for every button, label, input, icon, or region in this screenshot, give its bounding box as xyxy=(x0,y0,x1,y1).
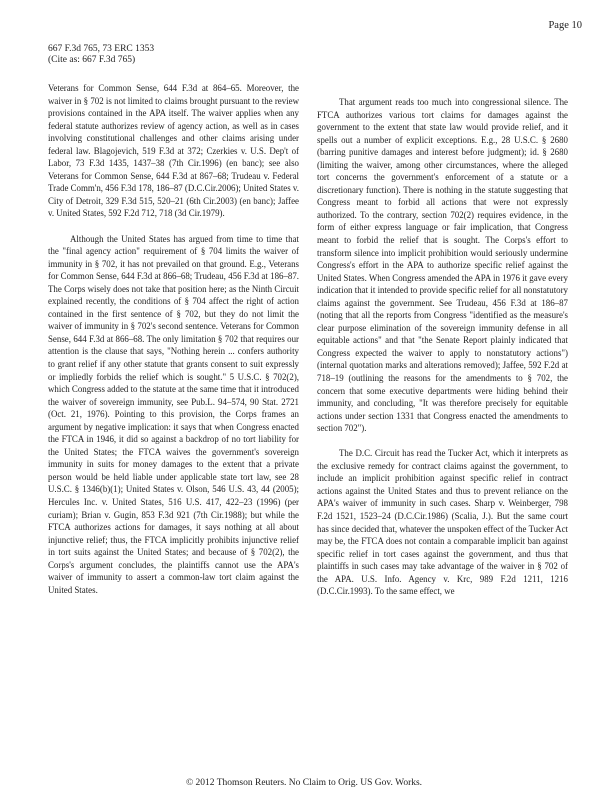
left-column xyxy=(48,82,299,609)
right-column xyxy=(317,96,568,610)
page-number: Page 10 xyxy=(548,20,582,31)
citation-header xyxy=(48,44,154,66)
left-paragraph-2: Although the United States has argued from time to time that the "final agency action" requirement of § 704 limits the waiver of immunity in § 702, it has not prevailed on that ground. E.g., Veterans for Common Sense, 644 F.3d at 866–68; Trudeau, 456 F.3d at 186–87. The Corps wisely does not take that position here; as the Ninth Circuit explained recently, the conditions of § 704 affect the right of action contained in the first sentence of § 702, but they do not limit the waiver of immunity in § 702's second sentence. Veterans for Common Sense, 644 F.3d at 866–68. The only limitation § 702 that requires our attention is the clause that says, "Nothing herein ... confers authority to grant relief if any other statute that grants consent to suit expressly or impliedly forbids the relief which is sought." 5 U.S.C. § 702(2), which Congress added to the statute at the same time that it introduced the waiver of sovereign immunity, see Pub.L. 94–574, 90 Stat. 2721 (Oct. 21, 1976). Pointing to this provision, the Corps frames an argument by negative implication: it says that when Congress enacted the FTCA in 1946, it did so against a backdrop of no tort liability for the United States; the FTCA waives the government's sovereign immunity in suits for money damages to the extent that a private person would be held liable under applicable state tort law, see 28 U.S.C. § 1346(b)(1); United States v. Olson, 546 U.S. 43, 44 (2005); Hercules Inc. v. United States, 516 U.S. 417, 422–23 (1996) (per curiam); Brian v. Gugin, 853 F.3d 921 (7th Cir.1988); but while the FTCA authorizes actions for damages, it says nothing at all about injunctive relief; thus, the FTCA implicitly prohibits injunctive relief in tort suits against the United States; and because of § 702(2), the Corps's argument concludes, the plaintiffs cannot use the APA's waiver of immunity to assert a common-law tort claim against the United States. xyxy=(48,233,299,595)
citation-line-2: (Cite as: 667 F.3d 765) xyxy=(48,55,136,65)
right-paragraph-1: That argument reads too much into congressional silence. The FTCA authorizes various tort claims for damages against the government to the extent that state law would provide relief, and it spells out a number of explicit exceptions. E.g., 28 U.S.C. § 2680 (barring punitive damages and interest before judgment); id. § 2680 (limiting the waiver, among other circumstances, where the alleged tort concerns the government's enforcement of a statute or a discretionary function). There is nothing in the statute suggesting that Congress meant to forbid all actions that were not expressly authorized. To the contrary, section 702(2) requires evidence, in the form of either express language or fair implication, that Congress meant to forbid the relief that is sought. The Corps's effort to transform silence into implicit prohibition would seriously undermine Congress's effort in the APA to authorize specific relief against the United States. When Congress amended the APA in 1976 it gave every indication that it intended to provide specific relief for all nonstatutory claims against the government. See Trudeau, 456 F.3d at 186–87 (noting that all the reports from Congress "identified as the measure's clear purpose elimination of the sovereign immunity defense in all equitable actions" and that "the Senate Report plainly indicated that Congress expected the waiver to apply to nonstatutory actions") (internal quotation marks and alterations removed); Jaffee, 592 F.2d at 718–19 (outlining the reasons for the amendments to § 702, the concern that some executive departments were hiding behind their immunity, and concluding, "It was therefore precisely for equitable actions under section 1331 that Congress enacted the amendments to section 702"). xyxy=(317,97,568,434)
right-paragraph-2: The D.C. Circuit has read the Tucker Act, which it interprets as the exclusive remedy for contract claims against the government, to include an implicit prohibition against specific relief in contract actions against the United States and thus to prevent reliance on the APA's waiver of immunity in such cases. Sharp v. Weinberger, 798 F.2d 1521, 1523–24 (D.C.Cir.1986) (Scalia, J.). But the same court has since decided that, whatever the unspoken effect of the Tucker Act may be, the FTCA does not contain a comparable implicit ban against specific relief in tort cases against the government, and thus that plaintiffs in such cases may take advantage of the waiver in § 702 of the APA. U.S. Info. Agency v. Krc, 989 F.2d 1211, 1216 (D.C.Cir.1993). To the same effect, we xyxy=(317,448,568,597)
citation-line-1: 667 F.3d 765, 73 ERC 1353 xyxy=(48,44,155,54)
left-paragraph-1: Veterans for Common Sense, 644 F.3d at 864–65. Moreover, the waiver in § 702 is not limited to claims brought pursuant to the review provisions contained in the APA itself. The waiver applies when any federal statute authorizes review of agency action, as well as in cases involving constitutional challenges and other claims arising under federal law. Blagojevich, 519 F.3d at 372; Czerkies v. U.S. Dep't of Labor, 73 F.3d 1435, 1437–38 (7th Cir.1996) (en banc); see also Veterans for Common Sense, 644 F.3d at 867–68; Trudeau v. Federal Trade Comm'n, 456 F.3d 178, 186–87 (D.C.Cir.2006); United States v. City of Detroit, 329 F.3d 515, 520–21 (6th Cir.2003) (en banc); Jaffee v. United States, 592 F.2d 712, 718 (3d Cir.1979). xyxy=(48,83,299,219)
copyright-footer: © 2012 Thomson Reuters. No Claim to Orig. US Gov. Works. xyxy=(185,778,423,788)
